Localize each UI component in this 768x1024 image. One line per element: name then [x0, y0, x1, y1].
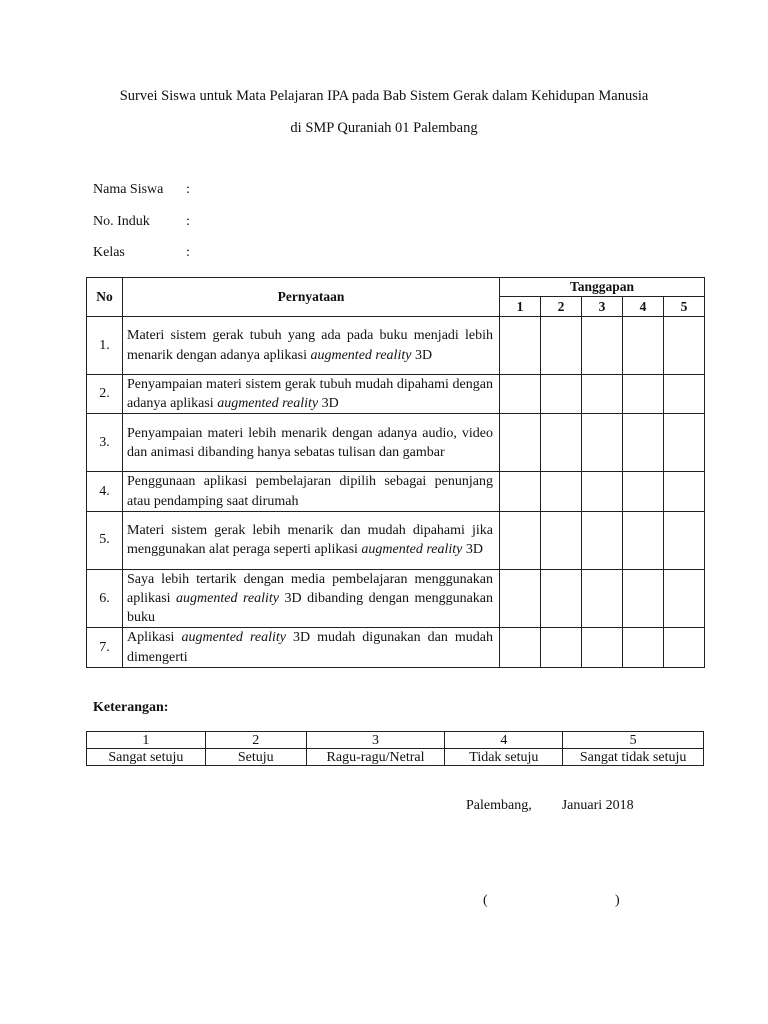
response-cell-2[interactable] — [541, 317, 582, 375]
place-date — [466, 798, 634, 814]
header-statement: Pernyataan — [123, 278, 500, 317]
table-row — [87, 317, 705, 375]
response-cell-1[interactable] — [500, 569, 541, 628]
row-statement: Materi sistem gerak lebih menarik dan mudah dipahami jika menggunakan alat peraga seperti aplikasi augmented reality 3D — [123, 511, 500, 569]
response-cell-3[interactable] — [582, 414, 623, 472]
table-row — [87, 628, 705, 667]
legend-scale-4: 4 — [445, 732, 563, 749]
response-cell-3[interactable] — [582, 511, 623, 569]
response-cell-2[interactable] — [541, 511, 582, 569]
legend-label-2: Setuju — [205, 749, 306, 766]
row-number: 3. — [87, 414, 123, 472]
table-row — [87, 569, 705, 628]
identity-colon: : — [186, 245, 190, 260]
legend-title: Keterangan: — [93, 700, 169, 715]
response-cell-3[interactable] — [582, 375, 623, 414]
identity-colon: : — [186, 214, 190, 229]
response-cell-1[interactable] — [500, 317, 541, 375]
header-no: No — [87, 278, 123, 317]
signature-close-paren: ) — [615, 893, 620, 908]
survey-subtitle: di SMP Quraniah 01 Palembang — [290, 120, 478, 136]
row-number: 7. — [87, 628, 123, 667]
row-statement: Penggunaan aplikasi pembelajaran dipilih sebagai penunjang atau pendamping saat dirumah — [123, 472, 500, 511]
row-number: 6. — [87, 569, 123, 628]
legend-label-5: Sangat tidak setuju — [563, 749, 704, 766]
header-response: Tanggapan — [500, 278, 705, 297]
table-row — [87, 414, 705, 472]
row-number: 5. — [87, 511, 123, 569]
table-row — [87, 375, 705, 414]
row-statement: Saya lebih tertarik dengan media pembelajaran menggunakan aplikasi augmented reality 3D dibanding dengan menggunakan buku — [123, 569, 500, 628]
response-cell-4[interactable] — [623, 472, 664, 511]
response-cell-5[interactable] — [664, 569, 705, 628]
table-row — [87, 472, 705, 511]
legend-scale-1: 1 — [87, 732, 206, 749]
legend-table — [86, 731, 704, 766]
header-scale-1: 1 — [500, 297, 541, 317]
row-number: 4. — [87, 472, 123, 511]
response-cell-1[interactable] — [500, 628, 541, 667]
response-cell-5[interactable] — [664, 317, 705, 375]
response-cell-4[interactable] — [623, 569, 664, 628]
response-cell-4[interactable] — [623, 628, 664, 667]
row-number: 2. — [87, 375, 123, 414]
signature-open-paren: ( — [483, 893, 488, 908]
response-cell-4[interactable] — [623, 375, 664, 414]
response-cell-2[interactable] — [541, 414, 582, 472]
response-cell-4[interactable] — [623, 317, 664, 375]
row-statement: Materi sistem gerak tubuh yang ada pada buku menjadi lebih menarik dengan adanya aplikasi augmented reality 3D — [123, 317, 500, 375]
legend-scale-3: 3 — [306, 732, 445, 749]
legend-label-3: Ragu-ragu/Netral — [306, 749, 445, 766]
response-cell-5[interactable] — [664, 472, 705, 511]
response-cell-3[interactable] — [582, 628, 623, 667]
response-cell-2[interactable] — [541, 375, 582, 414]
identity-label: Kelas — [93, 245, 125, 260]
table-row — [87, 511, 705, 569]
response-cell-3[interactable] — [582, 317, 623, 375]
response-cell-5[interactable] — [664, 511, 705, 569]
identity-colon: : — [186, 182, 190, 197]
response-cell-5[interactable] — [664, 628, 705, 667]
identity-number-row — [93, 214, 293, 230]
row-statement: Penyampaian materi sistem gerak tubuh mudah dipahami dengan adanya aplikasi augmented reality 3D — [123, 375, 500, 414]
identity-label: No. Induk — [93, 214, 150, 229]
header-scale-3: 3 — [582, 297, 623, 317]
response-cell-4[interactable] — [623, 414, 664, 472]
response-cell-3[interactable] — [582, 472, 623, 511]
identity-class-row — [93, 245, 293, 261]
response-cell-2[interactable] — [541, 472, 582, 511]
header-scale-2: 2 — [541, 297, 582, 317]
response-cell-5[interactable] — [664, 375, 705, 414]
response-cell-1[interactable] — [500, 511, 541, 569]
response-cell-4[interactable] — [623, 511, 664, 569]
row-statement: Aplikasi augmented reality 3D mudah digunakan dan mudah dimengerti — [123, 628, 500, 667]
legend-scale-5: 5 — [563, 732, 704, 749]
response-cell-2[interactable] — [541, 628, 582, 667]
response-cell-2[interactable] — [541, 569, 582, 628]
survey-table — [86, 277, 705, 668]
date-text: Januari 2018 — [561, 798, 634, 813]
survey-title: Survei Siswa untuk Mata Pelajaran IPA pada Bab Sistem Gerak dalam Kehidupan Manusia — [119, 88, 649, 104]
identity-name-row — [93, 182, 293, 198]
identity-label: Nama Siswa — [93, 182, 164, 197]
legend-label-1: Sangat setuju — [87, 749, 206, 766]
response-cell-3[interactable] — [582, 569, 623, 628]
response-cell-1[interactable] — [500, 375, 541, 414]
response-cell-1[interactable] — [500, 472, 541, 511]
response-cell-5[interactable] — [664, 414, 705, 472]
legend-label-4: Tidak setuju — [445, 749, 563, 766]
row-statement: Penyampaian materi lebih menarik dengan adanya audio, video dan animasi dibanding hanya sebatas tulisan dan gambar — [123, 414, 500, 472]
response-cell-1[interactable] — [500, 414, 541, 472]
header-scale-5: 5 — [664, 297, 705, 317]
place-text: Palembang, — [466, 798, 532, 813]
header-scale-4: 4 — [623, 297, 664, 317]
legend-scale-2: 2 — [205, 732, 306, 749]
row-number: 1. — [87, 317, 123, 375]
